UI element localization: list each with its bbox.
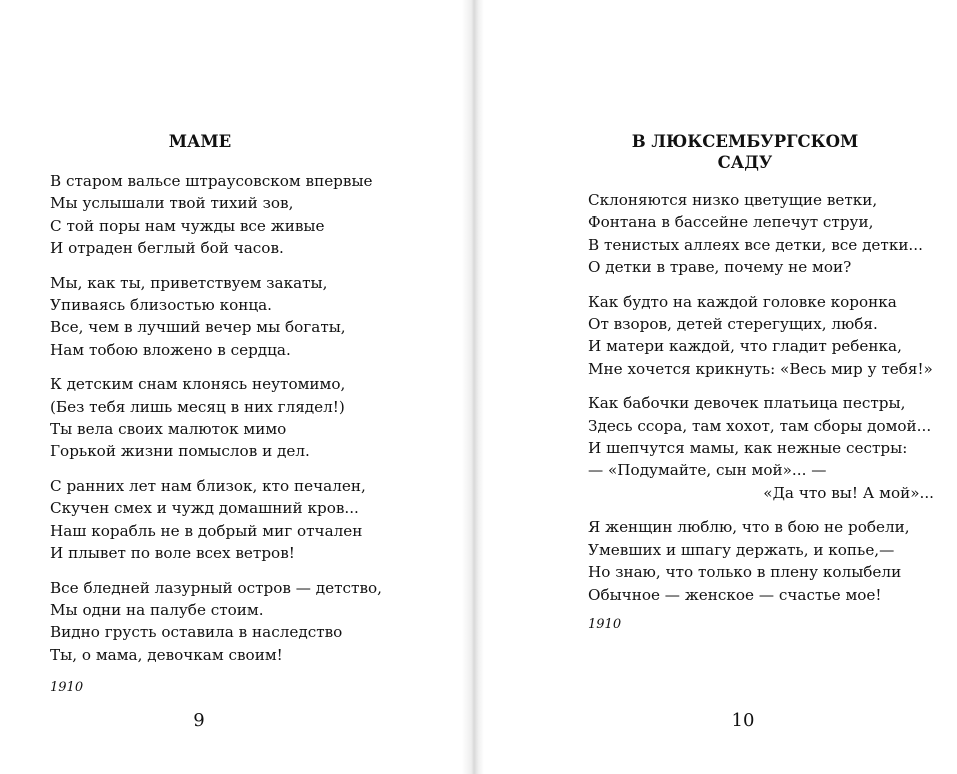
stanza	[588, 189, 934, 279]
poem-line: Как будто на каждой головке коронка	[588, 292, 897, 311]
poem-line: Наш корабль не в добрый миг отчален	[50, 521, 363, 540]
poem-line: Мы, как ты, приветствуем закаты,	[50, 273, 328, 292]
left-page	[0, 0, 470, 774]
stanza	[50, 475, 382, 565]
poem-line: (Без тебя лишь месяц в них глядел!)	[50, 397, 345, 416]
poem-line: В тенистых аллеях все детки, все детки...	[588, 235, 923, 254]
right-page	[470, 0, 957, 774]
poem-line: Обычное — женское — счастье мое!	[588, 585, 882, 604]
poem-line: Все, чем в лучший вечер мы богаты,	[50, 318, 346, 337]
poem-line: Ты вела своих малюток мимо	[50, 420, 287, 439]
poem-line: Скучен смех и чужд домашний кров...	[50, 499, 359, 518]
poem-line: Я женщин люблю, что в бою не робели,	[588, 518, 910, 537]
poem-line: И шепчутся мамы, как нежные сестры:	[588, 439, 908, 458]
poem-line: «Да что вы! А мой»...	[763, 483, 934, 502]
poem-line: С той поры нам чужды все живые	[50, 216, 325, 235]
poem-line: Видно грусть оставила в наследство	[50, 623, 343, 642]
stanza	[588, 516, 934, 606]
poem-body	[50, 170, 382, 678]
poem-line: Фонтана в бассейне лепечут струи,	[588, 213, 874, 232]
poem-line: Ты, о мама, девочкам своим!	[50, 645, 283, 664]
poem-line: Склоняются низко цветущие ветки,	[588, 191, 878, 209]
poem-title-line: В ЛЮКСЕМБУРГСКОМ	[631, 132, 859, 151]
poem-line: — «Подумайте, сын мой»... —	[588, 461, 827, 480]
book-gutter	[462, 0, 484, 774]
poem-line: Нам тобою вложено в сердца.	[50, 340, 291, 359]
poem-line: И плывет по воле всех ветров!	[50, 544, 295, 563]
poem-title: МАМЕ	[168, 132, 232, 151]
poem-line: В старом вальсе штраусовском впервые	[50, 172, 373, 190]
poem-line: О детки в траве, почему не мои?	[588, 258, 852, 277]
poem-line: И матери каждой, что гладит ребенка,	[588, 337, 902, 356]
poem-line: Мы одни на палубе стоим.	[50, 600, 264, 619]
poem-line: С ранних лет нам близок, кто печален,	[50, 476, 366, 495]
poem-date: 1910	[50, 680, 84, 695]
poem-date: 1910	[588, 617, 622, 632]
poem-line: Горькой жизни помыслов и дел.	[50, 442, 310, 461]
page-number: 9	[193, 710, 205, 731]
poem-body	[588, 189, 934, 618]
poem-line: Все бледней лазурный остров — детство,	[50, 578, 382, 597]
poem-line: К детским снам клонясь неутомимо,	[50, 375, 346, 394]
poem-line: И отраден беглый бой часов.	[50, 239, 284, 258]
poem-line: Мне хочется крикнуть: «Весь мир у тебя!»	[588, 359, 933, 378]
poem-line: От взоров, детей стерегущих, любя.	[588, 315, 878, 334]
poem-line: Упиваясь близостью конца.	[50, 296, 272, 315]
stanza	[50, 170, 382, 260]
stanza	[588, 291, 934, 381]
poem-line: Мы услышали твой тихий зов,	[50, 194, 294, 213]
stanza	[50, 272, 382, 362]
poem-line: Но знаю, что только в плену колыбели	[588, 563, 902, 582]
stanza	[588, 392, 934, 504]
poem-line: Как бабочки девочек платьица пестры,	[588, 394, 906, 413]
page-number: 10	[731, 710, 755, 731]
poem-title	[560, 131, 930, 173]
poem-line: Здесь ссора, там хохот, там сборы домой...	[588, 416, 932, 435]
stanza	[50, 577, 382, 667]
poem-line: Умевших и шпагу держать, и копье,—	[588, 540, 895, 559]
poem-title-line: САДУ	[717, 153, 773, 172]
stanza	[50, 373, 382, 463]
